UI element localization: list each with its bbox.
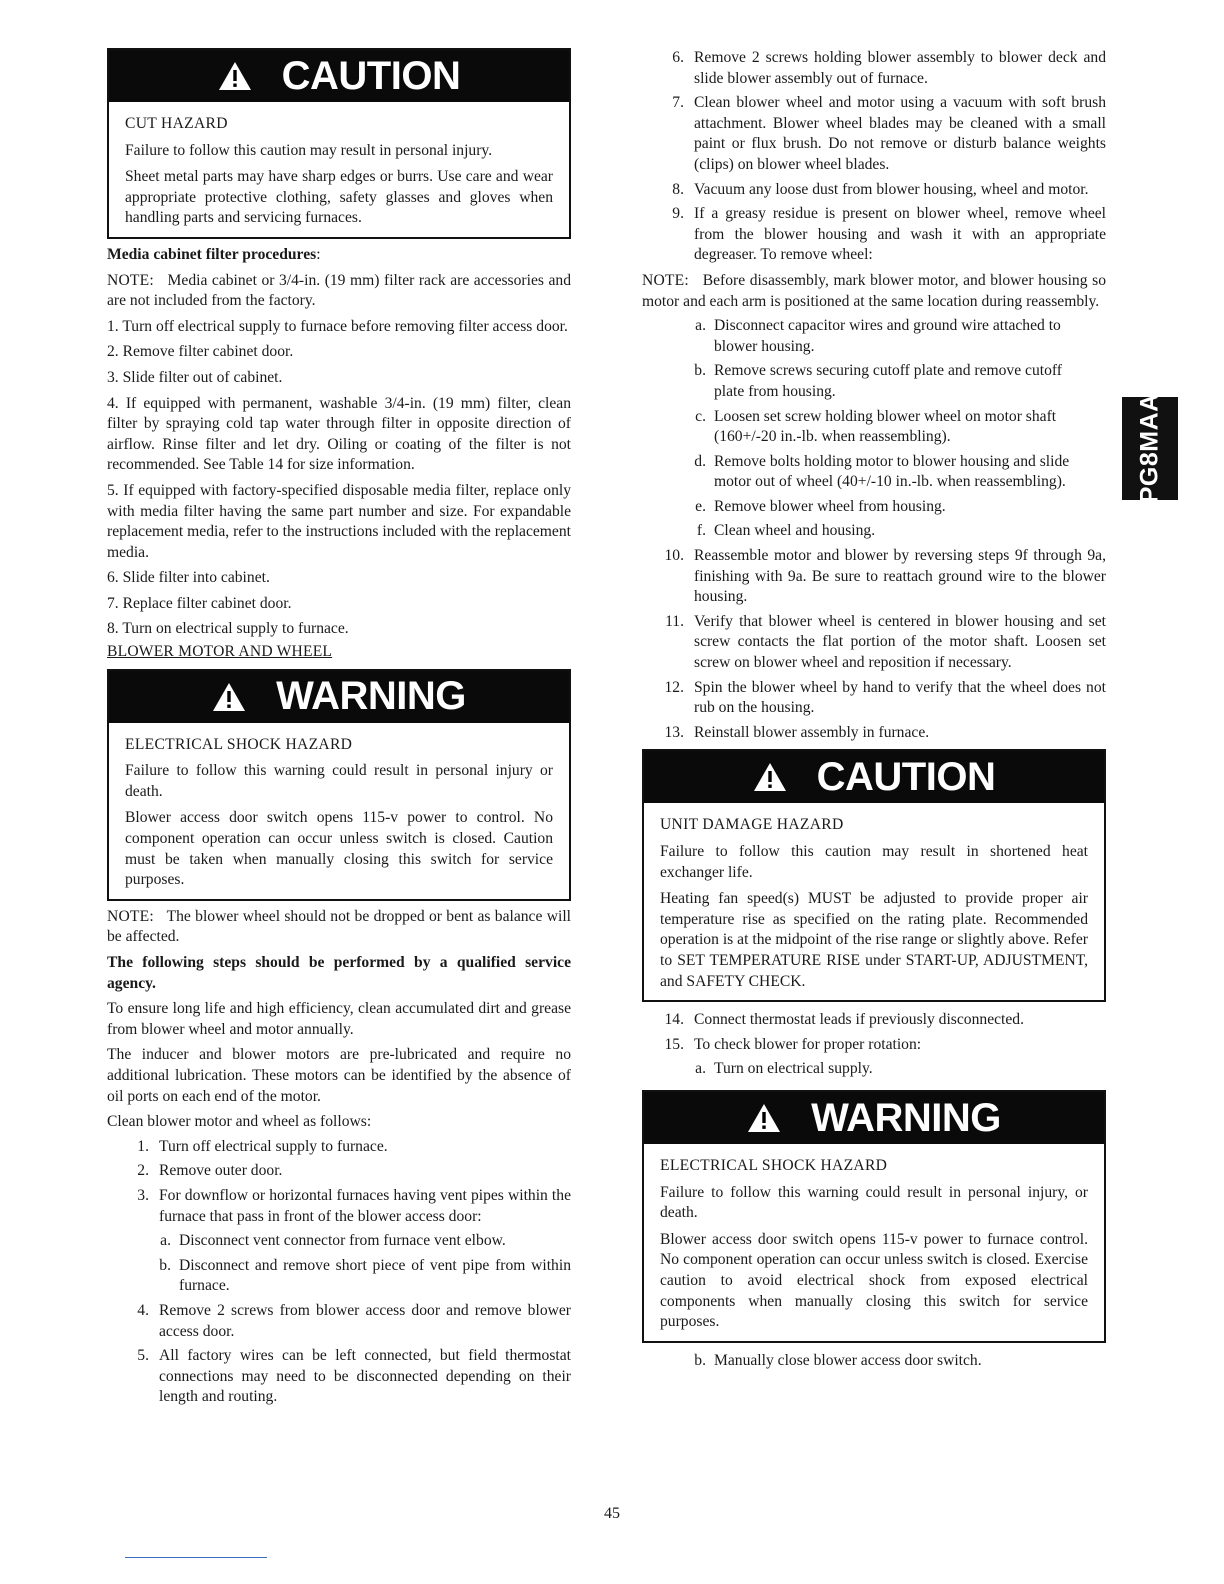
list-letter: a. — [695, 1060, 706, 1078]
list-item — [642, 612, 1106, 674]
list-text: Spin the blower wheel by hand to verify that the wheel does not rub on the housing. — [694, 678, 1106, 717]
list-subitem — [642, 316, 1088, 357]
caution-text: Sheet metal parts may have sharp edges or burrs. Use care and wear appropriate protective clothing, safety glasses and gloves when handling parts and servicing furnaces. — [125, 168, 553, 227]
caution-box-cut-hazard — [107, 48, 571, 239]
qualified-service-notice: The following steps should be performed by a qualified service agency. — [107, 954, 571, 992]
list-item — [107, 1161, 571, 1182]
note-paragraph — [107, 907, 571, 948]
list-number: 8. — [672, 180, 684, 198]
list-text: Replace filter cabinet door. — [122, 594, 292, 612]
list-item — [107, 394, 571, 476]
list-item — [107, 594, 571, 615]
list-text: Vacuum any loose dust from blower housing, wheel and motor. — [694, 180, 1089, 198]
list-text: All factory wires can be left connected, but field thermostat connections may need to be disconnected depending on their length and routing. — [159, 1347, 571, 1406]
rotation-check-steps — [642, 1010, 1106, 1080]
caution-banner — [644, 751, 1104, 803]
list-item — [107, 1346, 571, 1408]
note-paragraph — [107, 271, 571, 312]
right-column — [642, 48, 1106, 1371]
media-cabinet-heading — [107, 245, 571, 266]
hazard-title: UNIT DAMAGE HAZARD — [660, 816, 844, 834]
list-text: Disconnect and remove short piece of vent pipe from within furnace. — [179, 1256, 571, 1295]
list-item — [107, 342, 571, 363]
warning-triangle-icon — [753, 762, 787, 792]
list-text: Clean blower wheel and motor using a vacuum with soft brush attachment. Blower wheel blades may be cleaned with a small paint or flux brush. Do not remove or disturb balance weights (clips) on blower wheel blades. — [694, 94, 1106, 173]
warning-text: Failure to follow this warning could result in personal injury or death. — [125, 762, 553, 800]
list-subitem — [642, 407, 1088, 448]
note-text: Media cabinet or 3/4-in. (19 mm) filter rack are accessories and are not included from the factory. — [107, 271, 571, 310]
list-text: To check blower for proper rotation: — [694, 1035, 922, 1053]
list-text: For downflow or horizontal furnaces having vent pipes within the furnace that pass in front of the blower access door: — [159, 1186, 571, 1225]
body-paragraph: The inducer and blower motors are pre-lubricated and require no additional lubrication. These motors can be identified by the absence of oil ports on each end of the motor. — [107, 1046, 571, 1105]
warning-text: Blower access door switch opens 115-v power to control. No component operation can occur unless switch is closed. Caution must be taken when manually closing this switch for service purposes. — [125, 809, 553, 889]
list-text: Turn on electrical supply. — [714, 1060, 873, 1078]
list-letter: c. — [695, 407, 706, 425]
warning-triangle-icon — [218, 61, 252, 91]
list-item — [642, 93, 1106, 175]
note-text: The blower wheel should not be dropped or bent as balance will be affected. — [107, 907, 571, 946]
list-text: Turn off electrical supply to furnace before removing filter access door. — [122, 317, 568, 335]
list-number: 5. — [137, 1347, 149, 1365]
model-side-tab — [1122, 393, 1178, 504]
caution-title: CAUTION — [816, 755, 996, 800]
warning-box-electrical-shock-2 — [642, 1090, 1106, 1343]
list-number: 10. — [664, 547, 684, 565]
list-text: Turn off electrical supply to furnace. — [159, 1137, 388, 1155]
list-subitem — [107, 1231, 571, 1252]
warning-triangle-icon — [212, 682, 246, 712]
hazard-title: ELECTRICAL SHOCK HAZARD — [660, 1156, 888, 1174]
list-text: Remove 2 screws holding blower assembly to blower deck and slide blower assembly out of furnace. — [694, 49, 1106, 87]
warning-box-electrical-shock — [107, 669, 571, 901]
list-number: 14. — [664, 1011, 684, 1029]
list-item — [642, 204, 1106, 266]
list-text: Manually close blower access door switch. — [714, 1351, 982, 1369]
list-subitem — [642, 1059, 1106, 1080]
list-number: 2. — [137, 1162, 149, 1180]
list-letter: a. — [160, 1232, 171, 1250]
list-item — [107, 619, 571, 640]
list-item — [107, 1137, 571, 1158]
list-subitem — [642, 452, 1088, 493]
caution-text: Failure to follow this caution may result in shortened heat exchanger life. — [660, 843, 1088, 881]
list-text: If equipped with permanent, washable 3/4-in. (19 mm) filter, clean filter by spraying cold tap water through filter in opposite direction of airflow. Rinse filter and let dry. Oiling or coating of the filter is not recommended. See Table 14 for size information. — [107, 394, 572, 474]
list-text: Reassemble motor and blower by reversing steps 9f through 9a, finishing with 9a. Be sure to reattach ground wire to the blower housing. — [694, 547, 1106, 606]
list-item — [107, 481, 571, 563]
list-letter: f. — [696, 522, 706, 540]
wheel-removal-substeps — [642, 316, 1106, 542]
warning-text: Blower access door switch opens 115-v power to furnace control. No component operation can occur unless switch is closed. Exercise caution to avoid electrical shock from exposed electrical components when manually closing this switch for service purposes. — [660, 1230, 1088, 1331]
list-letter: e. — [695, 497, 706, 515]
list-text: Disconnect vent connector from furnace vent elbow. — [179, 1232, 506, 1250]
list-number: 7. — [107, 594, 119, 612]
list-text: Disconnect capacitor wires and ground wire attached to blower housing. — [714, 317, 1061, 355]
note-label: NOTE: — [107, 271, 154, 289]
media-steps-list — [107, 317, 571, 640]
list-text: Clean wheel and housing. — [714, 522, 876, 540]
list-subitem — [642, 521, 1088, 542]
blower-steps-list-continued — [642, 48, 1106, 266]
list-text: Remove blower wheel from housing. — [714, 497, 946, 515]
list-item — [107, 1301, 571, 1342]
list-number: 4. — [107, 394, 119, 412]
list-text: Remove filter cabinet door. — [122, 343, 294, 361]
list-item — [642, 180, 1106, 201]
left-column — [107, 48, 571, 1408]
list-subitem — [642, 1351, 1106, 1372]
model-code: PG8MAA — [1135, 393, 1164, 504]
caution-title: CAUTION — [281, 53, 461, 98]
list-number: 1. — [107, 317, 119, 335]
list-number: 8. — [107, 620, 119, 638]
list-text: If equipped with factory-specified disposable media filter, replace only with media filter having the same part number and size. For expandable replacement media, refer to the instructions included with the replacement media. — [107, 481, 571, 561]
footer-rule — [125, 1557, 267, 1558]
list-subitem — [642, 361, 1088, 402]
note-paragraph — [642, 271, 1106, 312]
list-number: 4. — [137, 1301, 149, 1319]
list-letter: b. — [694, 1351, 706, 1369]
list-number: 2. — [107, 343, 119, 361]
list-text: Loosen set screw holding blower wheel on motor shaft (160+/-20 in.-lb. when reassembling). — [714, 407, 1057, 446]
note-label: NOTE: — [107, 907, 154, 925]
list-text: Reinstall blower assembly in furnace. — [694, 723, 930, 741]
media-heading-text: Media cabinet filter procedures — [107, 245, 317, 263]
list-number: 5. — [107, 481, 119, 499]
list-number: 6. — [672, 49, 684, 66]
page-number: 45 — [604, 1505, 620, 1522]
caution-box-unit-damage — [642, 749, 1106, 1002]
warning-title: WARNING — [811, 1095, 1001, 1140]
warning-triangle-icon — [747, 1103, 781, 1133]
warning-title: WARNING — [276, 674, 466, 719]
body-paragraph: Clean blower motor and wheel as follows: — [107, 1113, 372, 1131]
list-item — [642, 546, 1106, 608]
list-number: 12. — [664, 678, 684, 696]
list-item — [107, 317, 571, 338]
hazard-title: ELECTRICAL SHOCK HAZARD — [125, 735, 353, 753]
note-label: NOTE: — [642, 271, 689, 289]
list-letter: b. — [694, 362, 706, 380]
caution-text: Heating fan speed(s) MUST be adjusted to provide proper air temperature rise as specified on the rating plate. Recommended operation is at the midpoint of the rise range or slightly above. Refer to SET TEMPERATURE RISE under START-UP, ADJUSTMENT, and SAFETY CHECK. — [660, 890, 1088, 990]
list-text: Slide filter into cabinet. — [122, 569, 270, 587]
list-subitem — [107, 1256, 571, 1297]
reassembly-steps-list — [642, 546, 1106, 743]
caution-text: Failure to follow this caution may result in personal injury. — [125, 141, 493, 159]
list-number: 1. — [137, 1137, 149, 1155]
list-item — [107, 1186, 571, 1227]
list-item — [642, 723, 1106, 744]
warning-banner — [109, 671, 569, 723]
list-number: 13. — [664, 723, 684, 741]
list-item — [642, 1035, 1106, 1056]
list-number: 3. — [137, 1186, 149, 1204]
note-text: Before disassembly, mark blower motor, and blower housing so motor and each arm is positioned at the same location during reassembly. — [642, 271, 1106, 310]
list-letter: b. — [159, 1256, 171, 1274]
list-number: 11. — [665, 612, 684, 630]
list-number: 3. — [107, 368, 119, 386]
media-heading-colon: : — [316, 245, 321, 263]
list-text: If a greasy residue is present on blower wheel, remove wheel from the blower housing and wash it with an appropriate degreaser. To remove wheel: — [694, 205, 1106, 264]
list-item — [642, 678, 1106, 719]
blower-steps-list — [107, 1137, 571, 1408]
list-item — [107, 368, 571, 389]
body-paragraph: To ensure long life and high efficiency, clean accumulated dirt and grease from blower wheel and motor annually. — [107, 1000, 571, 1038]
list-text: Verify that blower wheel is centered in blower housing and set screw contacts the flat portion of the motor shaft. Loosen set screw on blower wheel and reposition if necessary. — [694, 612, 1106, 672]
list-subitem — [642, 497, 1088, 518]
list-text: Slide filter out of cabinet. — [122, 368, 283, 386]
list-number: 15. — [664, 1035, 684, 1053]
list-item — [642, 1010, 1106, 1031]
warning-text: Failure to follow this warning could result in personal injury, or death. — [660, 1183, 1088, 1222]
list-text: Remove screws securing cutoff plate and remove cutoff plate from housing. — [714, 362, 1062, 400]
list-letter: a. — [695, 317, 706, 335]
list-number: 9. — [672, 205, 684, 223]
warning-banner — [644, 1092, 1104, 1144]
list-text: Remove bolts holding motor to blower housing and slide motor out of wheel (40+/-10 in.-lb. when reassembling). — [714, 452, 1070, 491]
hazard-title: CUT HAZARD — [125, 115, 228, 132]
caution-banner — [109, 50, 569, 102]
list-text: Connect thermostat leads if previously disconnected. — [694, 1011, 1024, 1029]
list-number: 7. — [672, 94, 684, 112]
list-item — [642, 48, 1106, 89]
list-number: 6. — [107, 569, 119, 587]
section-heading-blower-motor: BLOWER MOTOR AND WHEEL — [107, 643, 333, 661]
list-text: Remove outer door. — [159, 1162, 283, 1180]
list-letter: d. — [694, 452, 706, 470]
list-item — [107, 568, 571, 589]
list-text: Turn on electrical supply to furnace. — [122, 620, 349, 638]
list-text: Remove 2 screws from blower access door and remove blower access door. — [159, 1301, 571, 1340]
